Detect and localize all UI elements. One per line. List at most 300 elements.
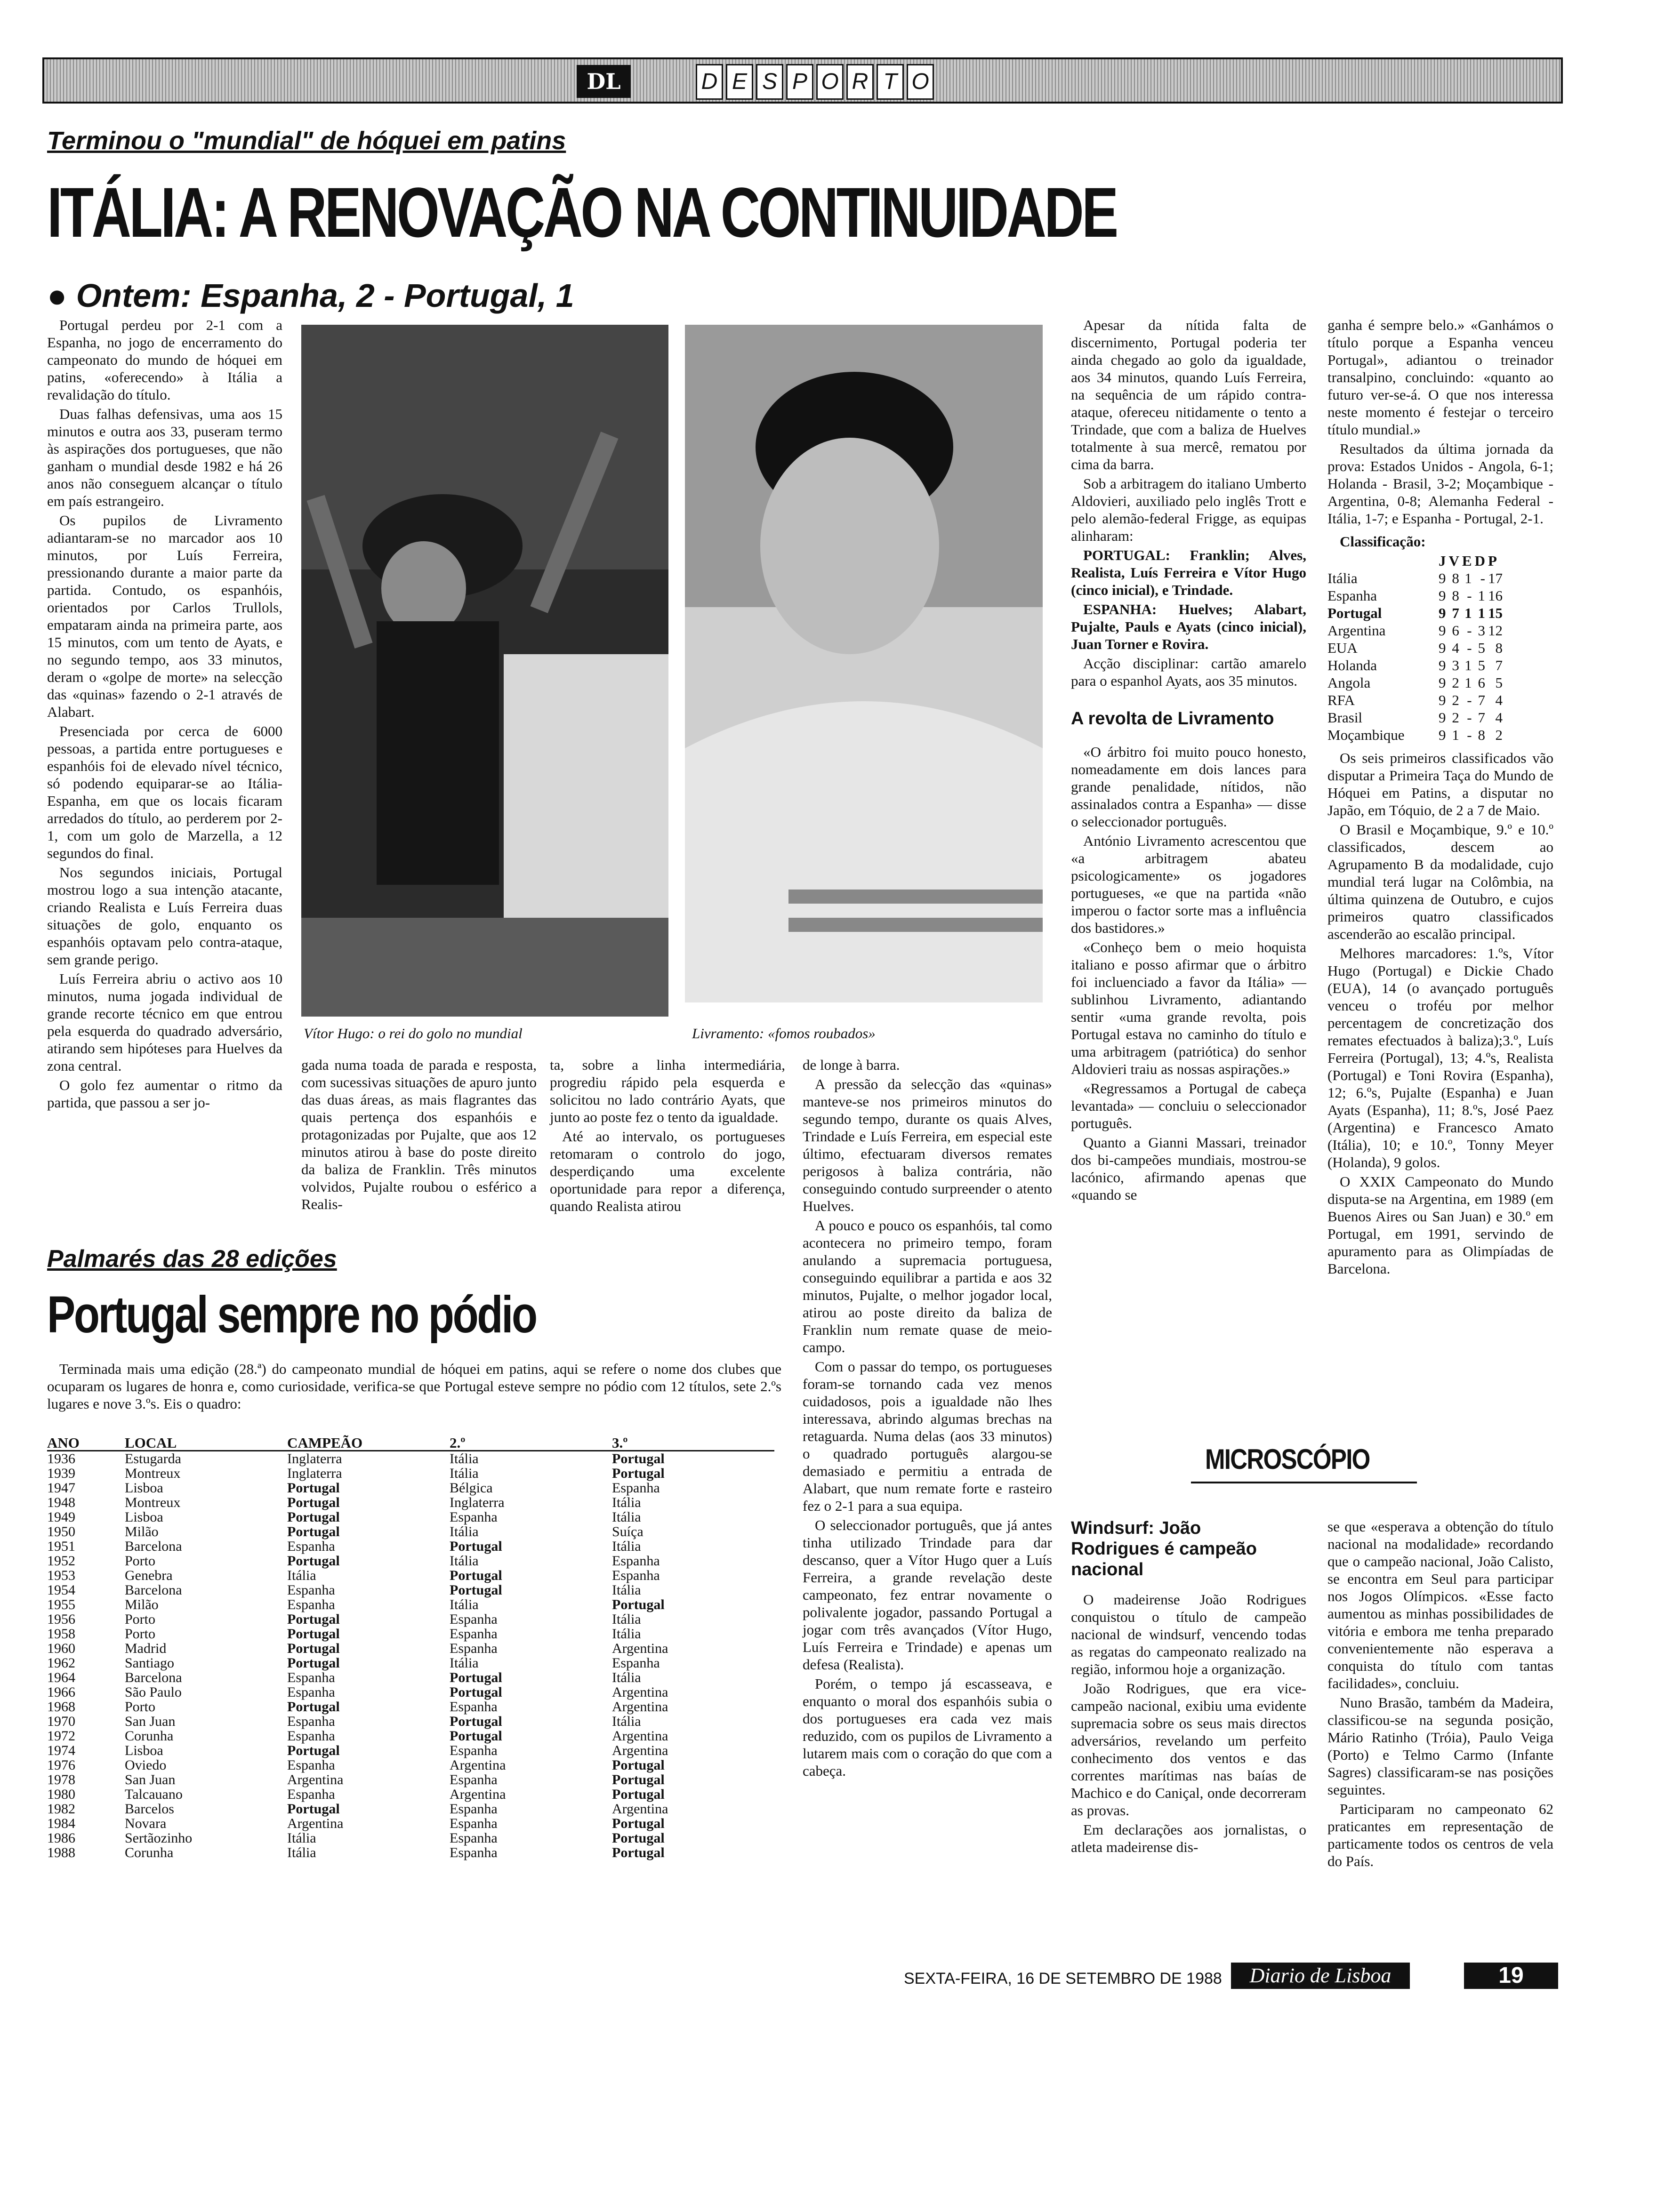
paragraph: Sob a arbitragem do italiano Umberto Aldovieri, auxiliado pelo inglês Trott e pelo alemão-federal Frigge, as equipas alinharam: <box>1071 475 1306 544</box>
article-column-3 <box>550 1056 785 1217</box>
table-cell: 9 <box>1439 570 1446 586</box>
paragraph: A pouco e pouco os espanhóis, tal como acontecera no primeiro tempo, foram anulando a supremacia portuguesa, conseguindo equilibrar a partida e aos 32 minutos, Pujalte, o melhor jogador local, atirou ao poste direito da baliza de Franklin num remate quase de meio-campo. <box>803 1217 1052 1355</box>
table-cell: Estugarda <box>125 1451 181 1467</box>
table-cell: Espanha <box>450 1816 498 1831</box>
table-cell: Espanha <box>450 1509 498 1525</box>
revolta-subhead: A revolta de Livramento <box>1071 709 1274 729</box>
article-column-4 <box>803 1056 1052 1781</box>
section-letter: D <box>696 64 723 100</box>
table-cell: 1964 <box>47 1670 75 1685</box>
table-cell: Holanda <box>1327 657 1377 673</box>
table-cell: Itália <box>612 1714 641 1729</box>
table-cell: Espanha <box>287 1757 335 1773</box>
table-cell: Espanha <box>450 1845 498 1860</box>
table-cell: 1962 <box>47 1655 75 1671</box>
table-cell: 1984 <box>47 1816 75 1831</box>
table-row <box>1327 657 1505 674</box>
table-row <box>1327 674 1505 691</box>
table-cell: 9 <box>1439 587 1446 604</box>
classification-header: J V E D P <box>1439 553 1497 569</box>
table-cell: 7 <box>1478 692 1485 708</box>
table-cell: Itália <box>612 1670 641 1685</box>
table-row <box>1327 587 1505 604</box>
table-row <box>47 1583 774 1597</box>
microscopio-box <box>1191 1439 1417 1483</box>
table-row <box>47 1729 774 1743</box>
table-cell: 8 <box>1452 587 1459 604</box>
table-row <box>1327 622 1505 639</box>
table-cell: Itália <box>287 1830 316 1846</box>
table-cell: Itália <box>450 1524 479 1539</box>
table-cell: Montreux <box>125 1466 181 1481</box>
palmares-headline: Portugal sempre no pódio <box>47 1286 536 1344</box>
table-cell: Argentina <box>612 1699 668 1715</box>
paragraph: gada numa toada de parada e resposta, com sucessivas situações de apuro junto das duas áreas, as mais flagrantes das quais pertença dos espanhóis e protagonizadas por Pujalte, que aos 12 minutos atirou à base do poste direito da baliza de Franklin. Três minutos volvidos, Pujalte roubou o esférico a Realis- <box>301 1057 537 1212</box>
table-cell: Itália <box>450 1451 479 1467</box>
table-cell: 6 <box>1478 674 1485 691</box>
photo2-caption: Livramento: «fomos roubados» <box>692 1025 876 1042</box>
table-cell: Portugal <box>287 1524 340 1539</box>
classification-table <box>1327 552 1505 744</box>
table-row <box>1327 709 1505 726</box>
table-cell: Oviedo <box>125 1757 167 1773</box>
table-row <box>47 1816 774 1831</box>
subheadline-text: Ontem: Espanha, 2 - Portugal, 1 <box>76 277 574 314</box>
paragraph: O madeirense João Rodrigues conquistou o título de campeão nacional de windsurf, vencendo todas as regatas do campeonato realizado na região, informou hoje a organização. <box>1071 1591 1306 1677</box>
palmares-kicker: Palmarés das 28 edições <box>47 1245 337 1273</box>
table-cell: 1974 <box>47 1743 75 1758</box>
table-cell: Espanha <box>287 1787 335 1802</box>
table-cell: Corunha <box>125 1845 174 1860</box>
paragraph: Porém, o tempo já escasseava, e enquanto o moral dos espanhóis subia o dos portugueses era cada vez mais reduzido, com os pupilos de Livramento a lutarem mais com o coração do que com a cabeça. <box>803 1675 1052 1779</box>
table-cell: Portugal <box>450 1714 502 1729</box>
table-cell: Espanha <box>287 1670 335 1685</box>
table-cell: Argentina <box>612 1641 668 1656</box>
table-cell: Barcelona <box>125 1539 182 1554</box>
table-cell: 2 <box>1452 674 1459 691</box>
table-cell: Barcelona <box>125 1670 182 1685</box>
table-row <box>47 1627 774 1641</box>
table-cell: Portugal <box>612 1451 665 1467</box>
table-cell: Portugal <box>612 1816 665 1831</box>
paragraph: Apesar da nítida falta de discernimento, Portugal poderia ter ainda chegado ao golo da igualdade, aos 34 minutos, quando Luís Ferreira, na sequência de um rápido contra-ataque, ofereceu nitidamente o tento a Trindade, que com a baliza de Huelves totalmente à sua mercê, rematou por cima da barra. <box>1071 317 1306 473</box>
table-cell: Inglaterra <box>287 1466 342 1481</box>
table-cell: 1 <box>1478 605 1485 621</box>
table-cell: Lisboa <box>125 1509 163 1525</box>
paragraph: se que «esperava a obtenção do título nacional na modalidade» recordando que o campeão nacional, João Calisto, se encontra em Seul para participar nos Jogos Olímpicos. «Esse facto aumentou as minhas possibilidades de vitória e embora me tenha preparado convenientemente não esperava a conquista do título com tantas facilidades», concluiu. <box>1327 1518 1553 1691</box>
paragraph: «Conheço bem o meio hoquista italiano e posso afirmar que o árbitro foi incluenciado a favor da Itália» — sublinhou Livramento, adiantando sentir «uma grande revolta, pois Portugal estava no caminho do título e uma arbitragem (patriótica) do senhor Aldovieri traiu as nossas aspirações.» <box>1071 939 1306 1077</box>
table-cell: 7 <box>1452 605 1459 621</box>
paragraph: A pressão da selecção das «quinas» manteve-se nos primeiros minutos do segundo tempo, durante os quais Alves, Trindade e Luís Ferreira, em especial este último, efectuaram diversos remates perigosos à baliza contrária, não conseguindo contudo surpreender o atento Huelves. <box>803 1076 1052 1214</box>
table-cell: 4 <box>1495 692 1503 708</box>
paragraph: O XXIX Campeonato do Mundo disputa-se na Argentina, em 1989 (em Buenos Aires ou San Juan) e 30.º em Portugal, em 1991, servindo de apuramento para as Olimpíadas de Barcelona. <box>1327 1173 1553 1277</box>
article-column-6 <box>1327 316 1553 1279</box>
table-cell: Portugal <box>450 1568 502 1583</box>
table-row <box>1327 691 1505 709</box>
table-cell: 1947 <box>47 1480 75 1496</box>
table-cell: Espanha <box>287 1714 335 1729</box>
table-cell: 15 <box>1488 605 1503 621</box>
table-cell: Porto <box>125 1553 156 1569</box>
table-cell: Barcelona <box>125 1582 182 1598</box>
table-cell: Genebra <box>125 1568 173 1583</box>
table-cell: Portugal <box>1327 605 1382 621</box>
table-cell: Portugal <box>450 1670 502 1685</box>
table-cell: Portugal <box>612 1757 665 1773</box>
table-cell: 1968 <box>47 1699 75 1715</box>
table-row <box>47 1554 774 1568</box>
table-cell: Portugal <box>612 1830 665 1846</box>
microscopio-subhead: Windsurf: João Rodrigues é campeão nacional <box>1071 1518 1257 1579</box>
table-cell: - <box>1467 587 1472 604</box>
table-cell: Portugal <box>287 1641 340 1656</box>
paragraph: ganha é sempre belo.» «Ganhámos o título porque a Espanha venceu Portugal», adiantou o treinador transalpino, concluindo: «quanto ao futuro ver-se-á. O que nos interessa neste momento é festejar o terceiro título mundial.» <box>1327 317 1553 438</box>
table-cell: Itália <box>612 1582 641 1598</box>
section-letter: E <box>726 64 753 100</box>
microscopio-title: MICROSCÓPIO <box>1205 1443 1370 1475</box>
table-cell: Portugal <box>450 1539 502 1554</box>
table-cell: São Paulo <box>125 1684 182 1700</box>
table-cell: 17 <box>1488 570 1503 586</box>
table-cell: Barcelos <box>125 1801 174 1817</box>
table-cell: Argentina <box>287 1772 344 1787</box>
table-cell: 1 <box>1452 727 1459 743</box>
table-cell: 3 <box>1478 622 1485 639</box>
table-cell: Porto <box>125 1611 156 1627</box>
section-letter: P <box>786 64 813 100</box>
table-cell: Itália <box>1327 570 1358 586</box>
table-cell: 1949 <box>47 1509 75 1525</box>
table-cell: Espanha <box>287 1539 335 1554</box>
table-cell: 1952 <box>47 1553 75 1569</box>
table-cell: Milão <box>125 1524 159 1539</box>
table-cell: Portugal <box>287 1480 340 1496</box>
paragraph: ta, sobre a linha intermediária, progrediu rápido pela esquerda e solicitou no lado contrário Ayats, que junto ao poste fez o tento da igualdade. <box>550 1057 785 1125</box>
lineup-portugal: PORTUGAL: Franklin; Alves, Realista, Luís Ferreira e Vítor Hugo (cinco inicial), e Trindade. <box>1071 547 1306 598</box>
table-cell: Montreux <box>125 1495 181 1510</box>
table-cell: Portugal <box>450 1582 502 1598</box>
table-cell: 1978 <box>47 1772 75 1787</box>
table-cell: Portugal <box>612 1845 665 1860</box>
paragraph: Resultados da última jornada da prova: Estados Unidos - Angola, 6-1; Holanda - Brasil, 3-2; Moçambique - Argentina, 0-8; Alemanha Federal - Itália, 1-7; e Espanha - Portugal, 2-1. <box>1327 441 1553 527</box>
table-cell: 1 <box>1464 605 1472 621</box>
table-cell: 9 <box>1439 605 1446 621</box>
table-row <box>1327 726 1505 744</box>
table-row <box>47 1568 774 1583</box>
table-row <box>47 1699 774 1714</box>
table-cell: Argentina <box>1327 622 1386 639</box>
section-letter: R <box>846 64 874 100</box>
lineup-espanha: ESPANHA: Huelves; Alabart, Pujalte, Pauls e Ayats (cinco inicial), Juan Torner e Rovira. <box>1071 601 1306 652</box>
table-cell: 1951 <box>47 1539 75 1554</box>
table-cell: Talcauano <box>125 1787 183 1802</box>
table-cell: Itália <box>287 1845 316 1860</box>
table-cell: Itália <box>612 1495 641 1510</box>
paragraph: Os pupilos de Livramento adiantaram-se no marcador aos 10 minutos, por Luís Ferreira, pressionando durante a maior parte da partida. Contudo, os espanhóis, orientados por Carlos Trullols, empataram ainda na primeira parte, aos 15 minutos, com um tento de Ayats, e no segundo tempo, aos 33 minutos, deram o «golpe de morte» na selecção das «quinas» fazendo o 2-1 através de Alabart. <box>47 512 282 720</box>
microscopio-column-a <box>1071 1591 1306 1858</box>
table-cell: 1936 <box>47 1451 75 1467</box>
table-cell: 1954 <box>47 1582 75 1598</box>
table-row <box>47 1714 774 1729</box>
table-cell: 6 <box>1452 622 1459 639</box>
table-cell: Itália <box>450 1655 479 1671</box>
table-cell: 9 <box>1439 709 1446 726</box>
table-cell: 4 <box>1452 640 1459 656</box>
paragraph: Quanto a Gianni Massari, treinador dos bi-campeões mundiais, mostrou-se lacónico, afirmando apenas que «quando se <box>1071 1134 1306 1203</box>
table-cell: Espanha <box>450 1641 498 1656</box>
table-cell: Bélgica <box>450 1480 493 1496</box>
table-row <box>47 1772 774 1787</box>
table-row <box>47 1670 774 1685</box>
table-cell: Argentina <box>612 1684 668 1700</box>
table-cell: Espanha <box>450 1699 498 1715</box>
table-cell: Sertãozinho <box>125 1830 193 1846</box>
paragraph: Portugal perdeu por 2-1 com a Espanha, no jogo de encerramento do campeonato do mundo de hóquei em patins, «oferecendo» à Itália a revalidação do título. <box>47 317 282 403</box>
table-cell: 8 <box>1478 727 1485 743</box>
table-cell: Inglaterra <box>450 1495 505 1510</box>
table-cell: Portugal <box>612 1772 665 1787</box>
paragraph: Participaram no campeonato 62 praticantes em representação de particamente todos os centros de vela do País. <box>1327 1801 1553 1869</box>
table-cell: Portugal <box>287 1801 340 1817</box>
paragraph: Até ao intervalo, os portugueses retomaram o controlo do jogo, desperdiçando uma excelente oportunidade para repor a diferença, quando Realista atirou <box>550 1128 785 1214</box>
table-cell: Itália <box>287 1568 316 1583</box>
paragraph: Duas falhas defensivas, uma aos 15 minutos e outra aos 33, puseram termo às aspirações dos portugueses, que não ganham o mundial desde 1982 e há 26 anos não conseguem alcançar o título em país estrangeiro. <box>47 406 282 509</box>
paragraph: Terminada mais uma edição (28.ª) do campeonato mundial de hóquei em patins, aqui se refere o nome dos clubes que ocuparam os lugares de honra e, como curiosidade, verifica-se que Portugal esteve sempre no pódio com 12 títulos, sete 2.ºs lugares e nove 3.ºs. Eis o quadro: <box>47 1361 781 1412</box>
table-cell: Portugal <box>287 1495 340 1510</box>
paragraph: Os seis primeiros classificados vão disputar a Primeira Taça do Mundo de Hóquei em Patins, a disputar no Japão, em Tóquio, de 2 a 7 de Maio. <box>1327 750 1553 818</box>
table-cell: Espanha <box>287 1582 335 1598</box>
newspaper-logo: DL <box>577 65 631 98</box>
table-cell: 2 <box>1495 727 1503 743</box>
table-cell: Argentina <box>612 1801 668 1817</box>
table-row <box>47 1685 774 1699</box>
table-cell: Espanha <box>450 1743 498 1758</box>
microscopio-column-b <box>1327 1518 1553 1872</box>
classification-label: Classificação: <box>1340 533 1426 550</box>
table-cell: 1982 <box>47 1801 75 1817</box>
table-cell: 1986 <box>47 1830 75 1846</box>
section-title <box>696 64 937 98</box>
paragraph: Com o passar do tempo, os portugueses foram-se tornando cada vez menos cuidadosos, pois a igualdade não lhes interessava, abrindo algumas brechas na retaguarda. Numa delas (aos 33 minutos) o quadrado português alargou-se demasiado e permitiu a entrada de Alabart, que num remate forte e rasteiro fez o 2-1 para a sua equipa. <box>803 1358 1052 1514</box>
table-cell: 1953 <box>47 1568 75 1583</box>
table-cell: Inglaterra <box>287 1451 342 1467</box>
paragraph: João Rodrigues, que era vice-campeão nacional, exibiu uma evidente supremacia sobre os seus mais directos adversários, revelando um perfeito conhecimento dos ventos e das correntes marítimas nas baías de Machico e do Caniçal, onde decorreram as provas. <box>1071 1680 1306 1819</box>
table-row <box>47 1831 774 1845</box>
table-cell: Portugal <box>287 1743 340 1758</box>
table-row <box>47 1524 774 1539</box>
table-cell: Madrid <box>125 1641 167 1656</box>
table-cell: 1972 <box>47 1728 75 1744</box>
table-cell: 8 <box>1495 640 1503 656</box>
table-cell: 5 <box>1478 640 1485 656</box>
table-cell: 1958 <box>47 1626 75 1642</box>
table-cell: - <box>1467 709 1472 726</box>
table-cell: Argentina <box>287 1816 344 1831</box>
table-cell: Argentina <box>450 1757 506 1773</box>
table-row <box>1327 604 1505 622</box>
palmares-table <box>47 1435 774 1860</box>
table-cell: Espanha <box>612 1568 660 1583</box>
table-row <box>47 1787 774 1802</box>
table-cell: 1960 <box>47 1641 75 1656</box>
table-cell: Lisboa <box>125 1743 163 1758</box>
table-cell: 1950 <box>47 1524 75 1539</box>
table-cell: Itália <box>612 1509 641 1525</box>
paragraph: Nuno Brasão, também da Madeira, classificou-se na segunda posição, Mário Ratinho (Tróia), Paulo Veiga (Porto) e Telmo Carmo (Infante Sagres) classificaram-se nas posições seguintes. <box>1327 1694 1553 1798</box>
table-cell: 16 <box>1488 587 1503 604</box>
table-row <box>47 1539 774 1554</box>
table-cell: Corunha <box>125 1728 174 1744</box>
photo-livramento <box>685 325 1043 1002</box>
table-cell: - <box>1467 727 1472 743</box>
table-cell: Espanha <box>450 1626 498 1642</box>
article-kicker: Terminou o "mundial" de hóquei em patins <box>47 127 566 155</box>
section-letter: T <box>877 64 904 100</box>
table-cell: 7 <box>1495 657 1503 673</box>
table-cell: 8 <box>1452 570 1459 586</box>
palmares-intro <box>47 1360 781 1414</box>
paragraph: Melhores marcadores: 1.ºs, Vítor Hugo (Portugal) e Dickie Chado (EUA), 14 (o avançado português venceu o troféu por melhor percentagem de concretização dos remates efectuados à baliza);3.º, Luís Ferreira (Portugal), 13; 4.ºs, Realista (Portugal) e Toni Rovira (Espanha), 12; 6.ºs, Pujalte (Espanha) e Juan Ayats (Espanha), 11; 8.ºs, José Paez (Argentina) e Francesco Amato (Itália), 10; e 10.º, Tonny Meyer (Holanda), 9 golos. <box>1327 945 1553 1170</box>
table-row <box>1327 569 1505 587</box>
table-cell: Argentina <box>612 1743 668 1758</box>
table-row <box>47 1466 774 1481</box>
table-cell: Santiago <box>125 1655 174 1671</box>
table-cell: 2 <box>1452 709 1459 726</box>
table-cell: 1976 <box>47 1757 75 1773</box>
table-cell: 3 <box>1452 657 1459 673</box>
table-cell: 1 <box>1478 587 1485 604</box>
table-row <box>47 1612 774 1627</box>
table-cell: 7 <box>1478 709 1485 726</box>
table-cell: 9 <box>1439 657 1446 673</box>
table-cell: 1 <box>1464 657 1472 673</box>
footer-date: SEXTA-FEIRA, 16 DE SETEMBRO DE 1988 <box>904 1970 1222 1988</box>
table-cell: Espanha <box>450 1772 498 1787</box>
article-subheadline: ● Ontem: Espanha, 2 - Portugal, 1 <box>47 277 574 314</box>
paragraph: Presenciada por cerca de 6000 pessoas, a partida entre portugueses e espanhóis foi de elevado nível técnico, só podendo equiparar-se ao Itália-Espanha, em que os locais ficaram arredados do título, ao perderem por 2-1, com um golo de Marzella, a 12 segundos do final. <box>47 723 282 861</box>
paragraph: «O árbitro foi muito pouco honesto, nomeadamente em dois lances para grande penalidade, nítidos, não assinalados contra a Espanha» — disse o seleccionador português. <box>1071 744 1306 830</box>
table-cell: RFA <box>1327 692 1355 708</box>
photo-vitor-hugo <box>301 325 668 1017</box>
table-cell: Novara <box>125 1816 167 1831</box>
table-cell: - <box>1467 622 1472 639</box>
coach-portrait-image <box>685 325 1043 1002</box>
table-cell: - <box>1480 570 1485 586</box>
table-cell: Argentina <box>612 1728 668 1744</box>
table-cell: 9 <box>1439 692 1446 708</box>
table-row <box>47 1597 774 1612</box>
table-cell: 1966 <box>47 1684 75 1700</box>
table-cell: Lisboa <box>125 1480 163 1496</box>
section-letter: S <box>756 64 783 100</box>
table-cell: Itália <box>450 1597 479 1612</box>
table-cell: Itália <box>612 1626 641 1642</box>
player-celebrating-image <box>301 325 668 1017</box>
table-cell: 5 <box>1495 674 1503 691</box>
article-column-1 <box>47 316 282 1113</box>
table-cell: 9 <box>1439 727 1446 743</box>
table-row <box>47 1743 774 1758</box>
article-column-2 <box>301 1056 537 1215</box>
table-cell: Portugal <box>450 1684 502 1700</box>
table-row <box>47 1758 774 1772</box>
table-cell: 1956 <box>47 1611 75 1627</box>
table-cell: 1 <box>1464 674 1472 691</box>
table-cell: Espanha <box>287 1597 335 1612</box>
table-cell: 1939 <box>47 1466 75 1481</box>
table-cell: Portugal <box>287 1699 340 1715</box>
paragraph: «Regressamos a Portugal de cabeça levantada» — concluiu o seleccionador português. <box>1071 1080 1306 1131</box>
photo1-caption: Vítor Hugo: o rei do golo no mundial <box>304 1025 523 1042</box>
table-cell: Portugal <box>287 1626 340 1642</box>
table-cell: Portugal <box>612 1787 665 1802</box>
table-cell: Itália <box>612 1611 641 1627</box>
table-cell: Portugal <box>287 1655 340 1671</box>
table-row <box>47 1451 774 1467</box>
paragraph: Acção disciplinar: cartão amarelo para o espanhol Ayats, aos 35 minutos. <box>1071 655 1306 689</box>
table-cell: Espanha <box>450 1611 498 1627</box>
table-cell: Espanha <box>450 1830 498 1846</box>
table-cell: 5 <box>1478 657 1485 673</box>
paragraph: O golo fez aumentar o ritmo da partida, que passou a ser jo- <box>47 1077 282 1111</box>
table-cell: 4 <box>1495 709 1503 726</box>
section-letter: O <box>907 64 934 100</box>
table-cell: Suíça <box>612 1524 643 1539</box>
table-cell: Espanha <box>612 1655 660 1671</box>
table-row <box>47 1641 774 1656</box>
table-cell: Espanha <box>450 1801 498 1817</box>
table-row <box>47 1656 774 1670</box>
table-cell: 1 <box>1464 570 1472 586</box>
palmares-table-wrap <box>47 1435 774 1860</box>
table-cell: Espanha <box>1327 587 1377 604</box>
table-cell: Espanha <box>612 1480 660 1496</box>
table-cell: Milão <box>125 1597 159 1612</box>
paragraph: Nos segundos iniciais, Portugal mostrou logo a sua intenção atacante, criando Realista e Luís Ferreira duas situações de golo, enquanto os espanhóis optavam pelo contra-ataque, sem grande perigo. <box>47 864 282 968</box>
table-cell: 9 <box>1439 622 1446 639</box>
table-cell: Espanha <box>612 1553 660 1569</box>
table-cell: 1980 <box>47 1787 75 1802</box>
paragraph: O Brasil e Moçambique, 9.º e 10.º classificados, descem ao Agrupamento B da modalidade, cujo mundial terá lugar na Colômbia, na última quinzena de Outubro, e cujos primeiros quatro classificados ascenderão ao escalão principal. <box>1327 821 1553 942</box>
paragraph: António Livramento acrescentou que «a arbitragem abateu psicologicamente» os jogadores portugueses, «e que na partida «não imperou o factor sorte mas a influência dos bastidores.» <box>1071 833 1306 936</box>
footer-paper-name: Diario de Lisboa <box>1231 1963 1410 1989</box>
table-cell: 9 <box>1439 640 1446 656</box>
table-cell: Portugal <box>287 1509 340 1525</box>
table-cell: Moçambique <box>1327 727 1405 743</box>
table-cell: EUA <box>1327 640 1358 656</box>
table-cell: Portugal <box>287 1553 340 1569</box>
section-letter: O <box>816 64 844 100</box>
table-cell: - <box>1467 692 1472 708</box>
table-row <box>47 1495 774 1510</box>
table-cell: Espanha <box>287 1728 335 1744</box>
table-cell: Portugal <box>450 1728 502 1744</box>
paragraph: de longe à barra. <box>803 1057 900 1073</box>
table-cell: Argentina <box>450 1787 506 1802</box>
table-cell: Portugal <box>612 1466 665 1481</box>
table-cell: 2 <box>1452 692 1459 708</box>
table-cell: Itália <box>450 1466 479 1481</box>
article-headline: ITÁLIA: A RENOVAÇÃO NA CONTINUIDADE <box>47 173 1117 252</box>
article-column-5 <box>1071 316 1306 1205</box>
table-row <box>1327 639 1505 657</box>
table-cell: 9 <box>1439 674 1446 691</box>
table-cell: Brasil <box>1327 709 1363 726</box>
table-cell: Espanha <box>287 1684 335 1700</box>
paragraph: Em declarações aos jornalistas, o atleta madeirense dis- <box>1071 1821 1306 1855</box>
table-row <box>47 1845 774 1860</box>
table-row <box>47 1510 774 1524</box>
